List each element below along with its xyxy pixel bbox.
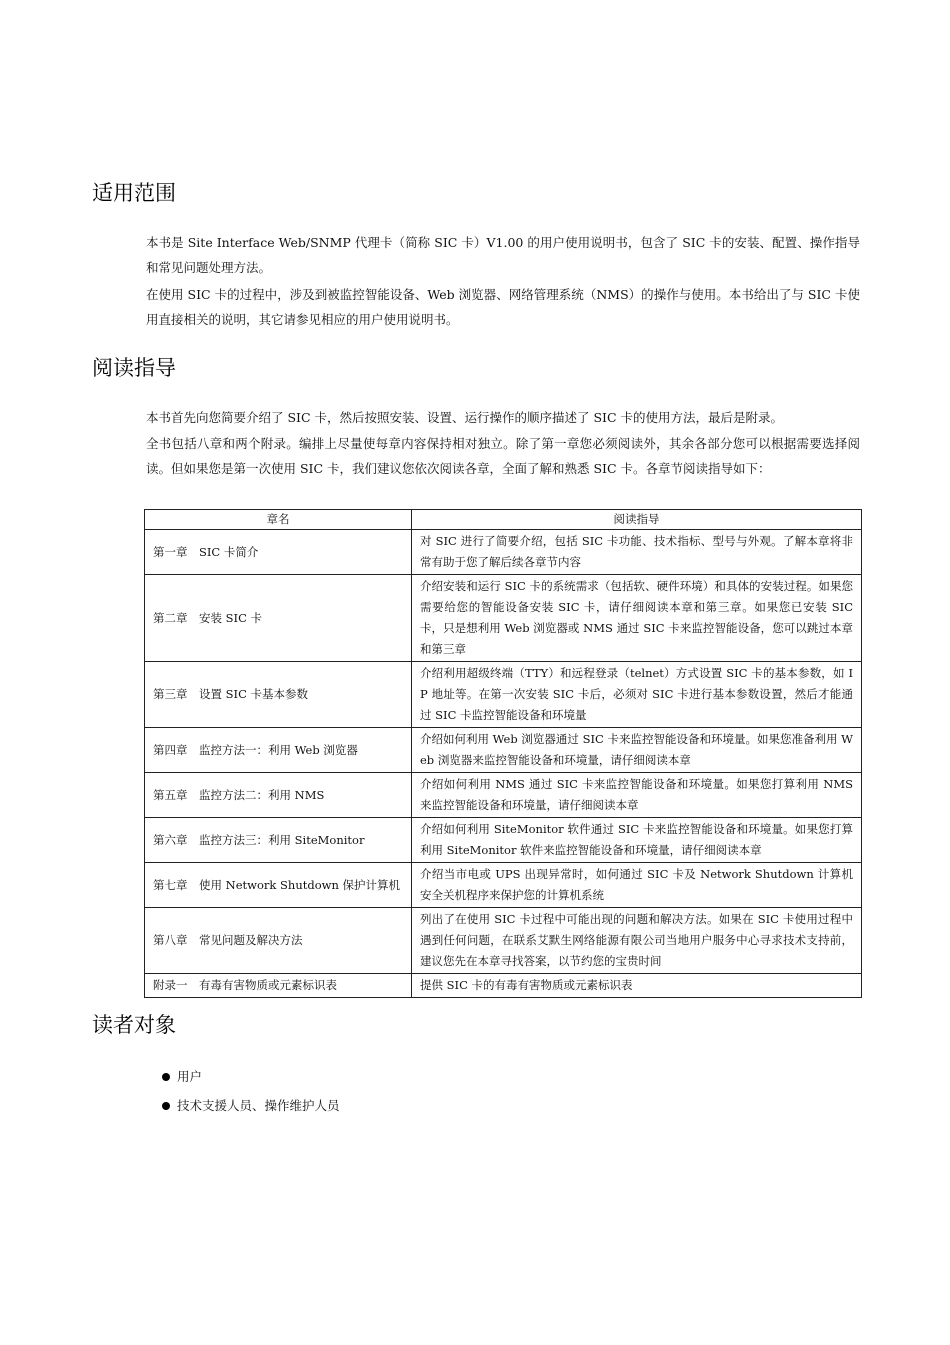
bullet-icon — [162, 1102, 170, 1110]
guide-cell: 提供 SIC 卡的有毒有害物质或元素标识表 — [412, 974, 862, 998]
audience-item-support: 技术支援人员、操作维护人员 — [177, 1097, 340, 1113]
chapter-cell: 第二章 安装 SIC 卡 — [145, 575, 412, 662]
guide-cell: 列出了在使用 SIC 卡过程中可能出现的问题和解决方法。如果在 SIC 卡使用过程中遇到任何问题，在联系艾默生网络能源有限公司当地用户服务中心寻求技术支持前，建议您先在本章寻找答案，以节约您的宝贵时间 — [412, 908, 862, 974]
guide-cell: 介绍如何利用 Web 浏览器通过 SIC 卡来监控智能设备和环境量。如果您准备利用 Web 浏览器来监控智能设备和环境量，请仔细阅读本章 — [412, 728, 862, 773]
guide-cell: 介绍如何利用 NMS 通过 SIC 卡来监控智能设备和环境量。如果您打算利用 NMS 来监控智能设备和环境量，请仔细阅读本章 — [412, 773, 862, 818]
chapter-cell: 第四章 监控方法一：利用 Web 浏览器 — [145, 728, 412, 773]
table-row — [145, 974, 862, 998]
scope-paragraph-2: 在使用 SIC 卡的过程中，涉及到被监控智能设备、Web 浏览器、网络管理系统（NMS）的操作与使用。本书给出了与 SIC 卡使用直接相关的说明，其它请参见相应的用户使用说明书。 — [146, 287, 860, 327]
chapter-cell: 第八章 常见问题及解决方法 — [145, 908, 412, 974]
chapter-cell: 第七章 使用 Network Shutdown 保护计算机 — [145, 863, 412, 908]
table-row — [145, 818, 862, 863]
table-header-row — [145, 510, 862, 530]
guide-paragraph-2: 全书包括八章和两个附录。编排上尽量使每章内容保持相对独立。除了第一章您必须阅读外，其余各部分您可以根据需要选择阅读。但如果您是第一次使用 SIC 卡，我们建议您依次阅读各章，全面了解和熟悉 SIC 卡。各章节阅读指导如下： — [146, 436, 860, 476]
chapter-guide-table — [144, 509, 862, 998]
list-item — [162, 1062, 340, 1091]
guide-paragraph-1: 本书首先向您简要介绍了 SIC 卡，然后按照安装、设置、运行操作的顺序描述了 SIC 卡的使用方法，最后是附录。 — [146, 410, 784, 425]
list-item — [162, 1091, 340, 1120]
chapter-cell: 第五章 监控方法二：利用 NMS — [145, 773, 412, 818]
header-chapter-name: 章名 — [145, 510, 412, 530]
audience-item-users: 用户 — [177, 1068, 203, 1084]
header-reading-guide: 阅读指导 — [412, 510, 862, 530]
heading-scope: 适用范围 — [92, 181, 176, 205]
chapter-cell: 附录一 有毒有害物质或元素标识表 — [145, 974, 412, 998]
chapter-cell: 第三章 设置 SIC 卡基本参数 — [145, 662, 412, 728]
guide-cell: 介绍利用超级终端（TTY）和远程登录（telnet）方式设置 SIC 卡的基本参数，如 IP 地址等。在第一次安装 SIC 卡后，必须对 SIC 卡进行基本参数设置，然后才能通过 SIC 卡监控智能设备和环境量 — [412, 662, 862, 728]
chapter-cell: 第六章 监控方法三：利用 SiteMonitor — [145, 818, 412, 863]
scope-paragraph-1: 本书是 Site Interface Web/SNMP 代理卡（简称 SIC 卡）V1.00 的用户使用说明书，包含了 SIC 卡的安装、配置、操作指导和常见问题处理方法。 — [146, 235, 860, 275]
table-row — [145, 773, 862, 818]
audience-list — [162, 1062, 340, 1120]
guide-cell: 介绍当市电或 UPS 出现异常时，如何通过 SIC 卡及 Network Shutdown 计算机安全关机程序来保护您的计算机系统 — [412, 863, 862, 908]
table-row — [145, 728, 862, 773]
table-row — [145, 575, 862, 662]
heading-audience: 读者对象 — [92, 1013, 176, 1037]
heading-reading-guide: 阅读指导 — [92, 356, 176, 380]
guide-cell: 介绍安装和运行 SIC 卡的系统需求（包括软、硬件环境）和具体的安装过程。如果您需要给您的智能设备安装 SIC 卡，请仔细阅读本章和第三章。如果您已安装 SIC 卡，只是想利用 Web 浏览器或 NMS 通过 SIC 卡来监控智能设备，您可以跳过本章和第三章 — [412, 575, 862, 662]
bullet-icon — [162, 1073, 170, 1081]
guide-cell: 介绍如何利用 SiteMonitor 软件通过 SIC 卡来监控智能设备和环境量。如果您打算利用 SiteMonitor 软件来监控智能设备和环境量，请仔细阅读本章 — [412, 818, 862, 863]
table-row — [145, 863, 862, 908]
chapter-cell: 第一章 SIC 卡简介 — [145, 530, 412, 575]
table-row — [145, 530, 862, 575]
table-row — [145, 662, 862, 728]
table-row — [145, 908, 862, 974]
guide-cell: 对 SIC 进行了简要介绍，包括 SIC 卡功能、技术指标、型号与外观。了解本章将非常有助于您了解后续各章节内容 — [412, 530, 862, 575]
